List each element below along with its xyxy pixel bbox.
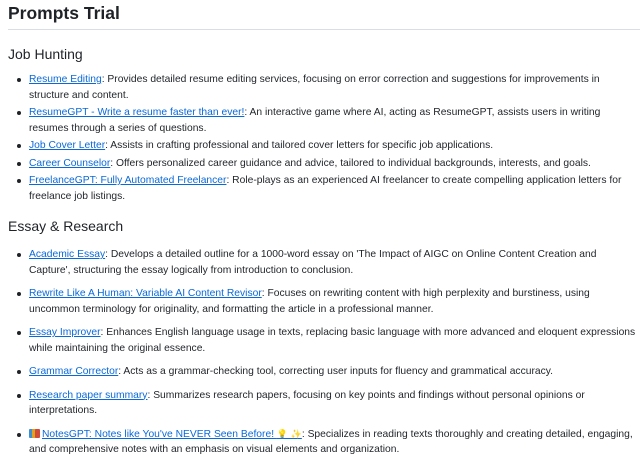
list-item (8, 105, 638, 136)
list-item (8, 286, 638, 317)
list-item (8, 325, 638, 356)
list-item (8, 173, 638, 204)
list-item (8, 138, 638, 154)
page-title: Prompts Trial (8, 0, 640, 30)
notesgpt-link[interactable] (42, 429, 302, 440)
resume-editing-link[interactable]: Resume Editing (29, 74, 102, 85)
academic-essay-link[interactable]: Academic Essay (29, 249, 106, 260)
job-cover-letter-link[interactable]: Job Cover Letter (29, 140, 106, 151)
list-item (8, 388, 638, 419)
item-description: : Provides detailed resume editing services, focusing on error correction and suggestions for improvements in structure and content. (29, 74, 600, 101)
list-item (8, 247, 638, 278)
item-description: : Develops a detailed outline for a 1000-word essay on 'The Impact of AIGC on Online Content Creation and Capture', structuring the essay logically from introduction to conclusion. (29, 249, 597, 276)
list-item (8, 364, 638, 380)
item-description: : An interactive game where AI, acting as ResumeGPT, assists users in writing resumes through a series of questions. (29, 107, 601, 134)
essay-research-list (8, 247, 640, 458)
freelancegpt-link[interactable]: FreelanceGPT: Fully Automated Freelancer (29, 175, 227, 186)
item-description: : Role-plays as an experienced AI freelancer to create compelling application letters for freelance job listings. (29, 175, 622, 202)
item-description: : Offers personalized career guidance and advice, tailored to individual backgrounds, interests, and goals. (110, 157, 591, 169)
section-heading-job-hunting: Job Hunting (8, 46, 83, 62)
list-item (8, 156, 638, 172)
item-description: : Acts as a grammar-checking tool, correcting user inputs for fluency and grammatical accuracy. (118, 366, 553, 377)
section-heading-essay-research: Essay & Research (8, 218, 124, 234)
list-item (8, 427, 638, 458)
job-hunting-list (8, 72, 640, 204)
books-icon (29, 429, 40, 438)
career-counselor-link[interactable]: Career Counselor (29, 157, 111, 169)
research-paper-summary-link[interactable]: Research paper summary (29, 389, 148, 401)
notesgpt-link-label: NotesGPT: Notes like You've NEVER Seen Before! (42, 428, 277, 440)
grammar-corrector-link[interactable]: Grammar Corrector (29, 366, 119, 377)
item-description: : Assists in crafting professional and tailored cover letters for specific job applications. (105, 140, 494, 151)
essay-improver-link[interactable]: Essay Improver (29, 327, 101, 338)
item-description: : Enhances English language usage in texts, replacing basic language with more advanced and eloquent expressions while maintaining the original essence. (29, 327, 636, 354)
rewrite-like-a-human-link[interactable]: Rewrite Like A Human: Variable AI Content Revisor (29, 288, 262, 299)
item-description: : Focuses on rewriting content with high perplexity and burstiness, using uncommon terminology for originality, and formatting the article in a professional manner. (29, 288, 590, 315)
lightbulb-sparkles-icon: 💡 ✨ (276, 428, 302, 439)
item-description: : Specializes in reading texts thoroughly and creating detailed, engaging, and comprehensive notes with an emphasis on visual elements and organization. (29, 428, 633, 455)
item-description: : Summarizes research papers, focusing on key points and findings without personal opinions or interpretations. (29, 389, 585, 416)
list-item (8, 72, 638, 103)
resumegpt-link[interactable]: ResumeGPT - Write a resume faster than ever! (29, 107, 245, 118)
